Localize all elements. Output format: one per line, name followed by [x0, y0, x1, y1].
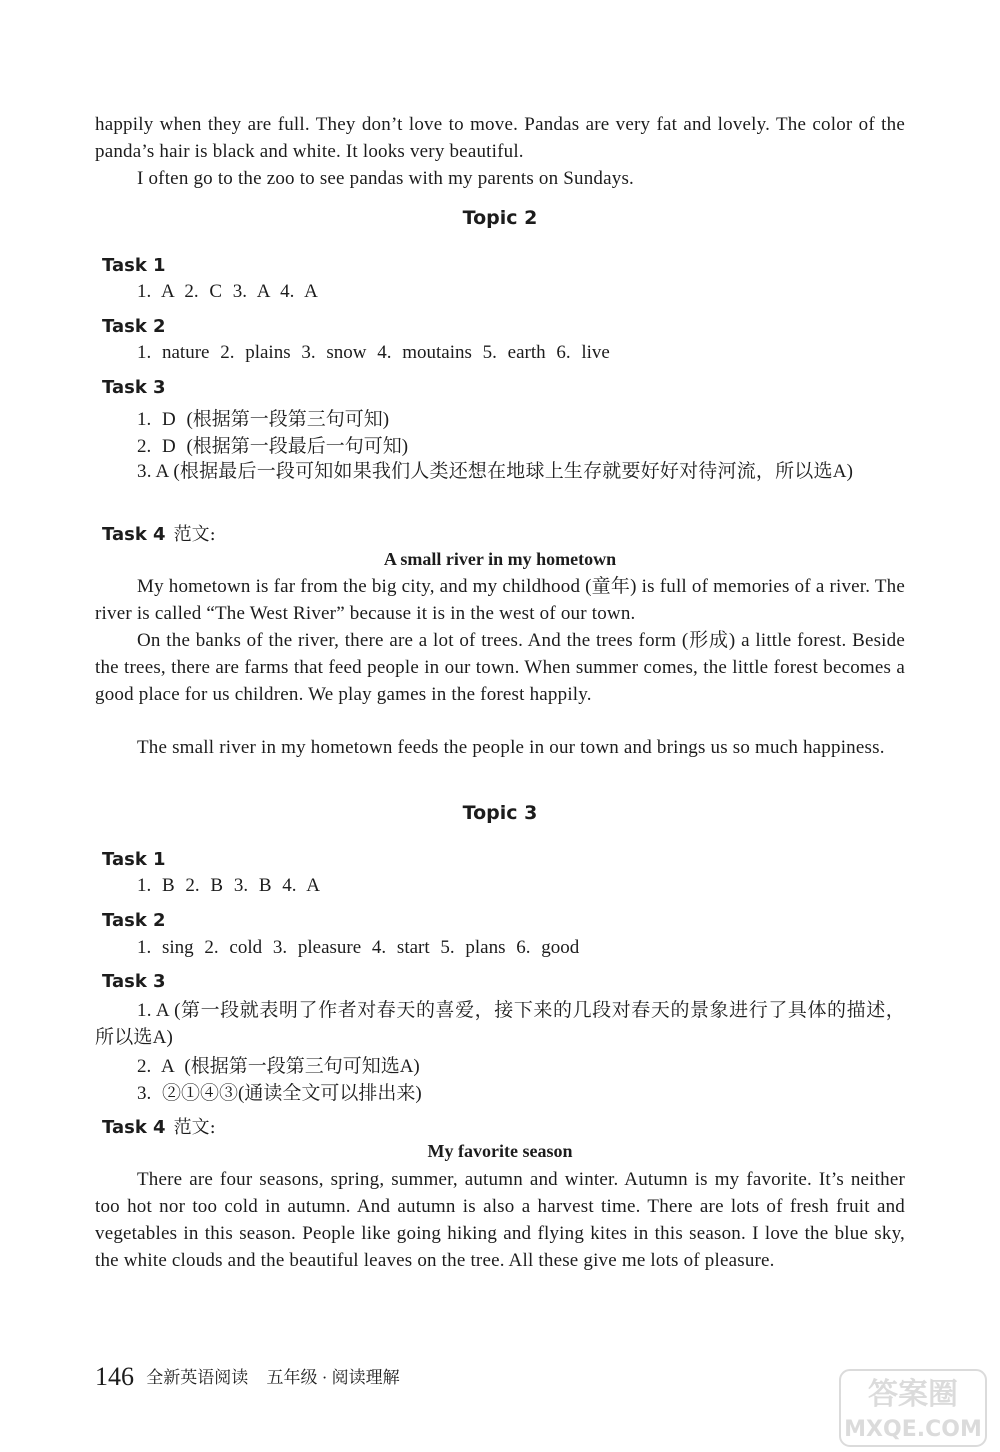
essay-river-paragraph-3: The small river in my hometown feeds the people in our town and brings us so much happiness.: [137, 737, 885, 758]
topic3-task2-label: [102, 910, 166, 931]
essay-season-paragraph-1: There are four seasons, spring, summer, autumn and winter. Autumn is my favorite. It’s neither too hot nor too cold in autumn. And autumn is also a harvest time. There are lots of fresh fruit and vegetables in this season. People like going hiking and flying kites in this season. I love the blue sky, the white clouds and the beautiful leaves on the tree. All these give me lots of pleasure.: [95, 1169, 905, 1271]
essay-river-paragraph-1: My hometown is far from the big city, and my childhood (童年) is full of memories of a river. The river is called “The West River” because it is in the west of our town.: [95, 576, 905, 624]
topic3-task2-answers: 1. sing 2. cold 3. pleasure 4. start 5. plans 6. good: [137, 937, 580, 958]
watermark-line-1: 答案圈: [868, 1377, 958, 1412]
topic3-task1-label: [102, 849, 166, 870]
page-footer: [95, 1362, 400, 1392]
task-label-text: Task 2: [102, 316, 166, 337]
task-label-text: Task 4: [102, 1117, 166, 1138]
task-label-text: Task 1: [102, 255, 166, 276]
watermark-line-2: MXQE.COM: [844, 1417, 982, 1442]
topic-3-heading: Topic 3: [462, 802, 538, 824]
intro-paragraph-1: happily when they are full. They don’t love to move. Pandas are very fat and lovely. The color of the panda’s hair is black and white. It looks very beautiful.: [95, 114, 905, 162]
sample-essay-note: 范文:: [173, 1117, 216, 1138]
book-title: 全新英语阅读: [146, 1368, 249, 1387]
watermark-logo: [838, 1368, 988, 1448]
task-label-text: Task 4: [102, 524, 166, 545]
topic2-task3-label: [102, 377, 166, 398]
topic3-task3-item-3: 3. ②①④③(通读全文可以排出来): [137, 1083, 422, 1104]
topic2-task3-item-2: 2. D (根据第一段最后一句可知): [137, 436, 409, 457]
essay-title-season: My favorite season: [427, 1141, 573, 1161]
essay-title-river: A small river in my hometown: [383, 549, 617, 569]
essay-river-paragraph-2: On the banks of the river, there are a lot of trees. And the trees form (形成) a little forest. Beside the trees, there are farms that feed people in our town. When summer comes, the little forest becomes a good place for us children. We play games in the forest happily.: [95, 630, 905, 705]
topic3-task3-item-1: 1. A (第一段就表明了作者对春天的喜爱，接下来的几段对春天的景象进行了具体的描述，所以选A): [95, 1000, 905, 1048]
book-grade: 五年级 · 阅读理解: [266, 1368, 400, 1387]
topic2-task2-answers: 1. nature 2. plains 3. snow 4. moutains 5. earth 6. live: [137, 342, 610, 363]
topic2-task3-item-1: 1. D (根据第一段第三句可知): [137, 409, 390, 430]
task-label-text: Task 2: [102, 910, 166, 931]
task-label-text: Task 1: [102, 849, 166, 870]
task-label-text: Task 3: [102, 971, 166, 992]
topic2-task2-label: [102, 316, 166, 337]
sample-essay-note: 范文:: [173, 524, 216, 545]
topic3-task3-label: [102, 971, 166, 992]
topic3-task3-item-2: 2. A (根据第一段第三句可知选A): [137, 1056, 420, 1077]
page-number: 146: [95, 1362, 134, 1391]
topic3-task1-answers: 1. B 2. B 3. B 4. A: [137, 875, 320, 896]
topic2-task1-answers: 1. A 2. C 3. A 4. A: [137, 281, 318, 302]
intro-paragraph-2: I often go to the zoo to see pandas with my parents on Sundays.: [137, 168, 635, 189]
topic3-task4-label: [102, 1113, 216, 1139]
topic2-task1-label: [102, 255, 166, 276]
topic-2-heading: Topic 2: [462, 207, 538, 229]
task-label-text: Task 3: [102, 377, 166, 398]
topic2-task4-label: [102, 520, 216, 546]
topic2-task3-item-3: 3. A (根据最后一段可知如果我们人类还想在地球上生存就要好好对待河流，所以选A): [137, 461, 854, 482]
